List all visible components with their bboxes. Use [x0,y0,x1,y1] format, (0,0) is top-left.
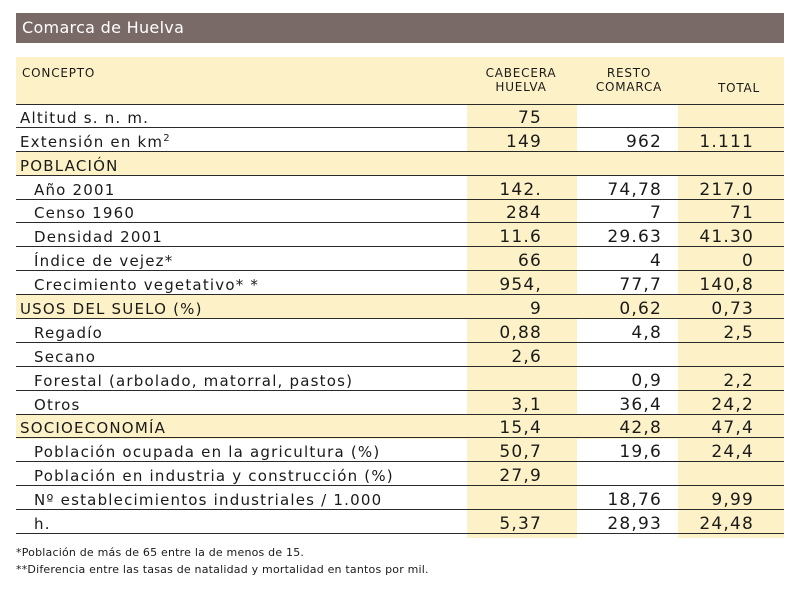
row-label [34,324,103,342]
row-label-text: Nº establecimientos industriales / 1.000 [34,491,383,510]
total-value: 41.30 [699,227,754,248]
header-resto-line1: RESTO [606,66,652,80]
resto-value: 29.63 [607,227,662,248]
table-row [16,247,784,271]
footnote-vejez: *Población de más de 65 entre la de menos de 15. [16,546,305,559]
row-label-text: Población ocupada en la agricultura (%) [34,443,381,462]
table-row [16,104,784,128]
table-row [16,367,784,391]
total-value: 71 [729,203,754,224]
row-label-text: Extensión en km [20,132,164,151]
table-row [16,319,784,343]
total-value: 24,2 [711,394,754,415]
row-label-text: Altitud s. n. m. [20,108,150,127]
header-resto-line2: COMARCA [595,80,663,94]
header-cabecera-line1: CABECERA [485,66,557,80]
footnote-crecimiento: **Diferencia entre las tasas de natalidad y mortalidad en tantos por mil. [16,563,429,576]
table-row [16,200,784,224]
row-label [20,300,203,318]
header-concepto: CONCEPTO [22,66,96,80]
resto-value: 4,8 [631,322,662,343]
row-label-text: Población en industria y construcción (%) [34,467,394,486]
cabecera-value: 0,88 [499,322,542,343]
total-value: 24,48 [699,514,754,535]
header-resto [584,66,674,94]
total-value: 0 [741,251,754,272]
table-header [16,57,784,104]
header-cabecera-line2: HUELVA [495,80,547,94]
total-value: 217.0 [699,179,754,200]
resto-value: 4 [649,251,662,272]
row-label [20,157,119,175]
cabecera-value: 2,6 [511,346,542,367]
row-label-text: Regadío [34,323,103,342]
header-total: TOTAL [717,81,761,95]
cabecera-value: 66 [517,251,542,272]
row-label-text: Densidad 2001 [34,228,164,247]
total-value: 2,2 [723,370,754,391]
resto-value: 36,4 [619,394,662,415]
cabecera-value: 75 [517,107,542,128]
resto-value: 19,6 [619,442,662,463]
table-row [16,391,784,415]
row-label [20,109,149,127]
row-label [34,348,96,366]
header-cabecera [483,66,559,94]
total-value: 24,4 [711,442,754,463]
cabecera-value: 5,37 [499,514,542,535]
row-label [34,228,163,246]
row-label-text: Crecimiento vegetativo* * [34,276,260,295]
cabecera-value: 954, [499,275,542,296]
table-row [16,271,784,295]
resto-value: 42,8 [619,418,662,439]
row-label [34,276,259,294]
row-label [34,396,81,414]
row-rule [16,533,784,534]
table-body [16,104,784,534]
table-row [16,343,784,367]
cabecera-value: 9 [529,299,542,320]
row-label-text: Otros [34,395,81,414]
total-value: 0,73 [711,299,754,320]
row-label [20,133,171,151]
resto-value: 18,76 [607,490,662,511]
cabecera-value: 142. [499,179,542,200]
resto-value: 74,78 [607,179,662,200]
row-label [34,372,353,390]
row-label-text: Secano [34,347,97,366]
row-label [34,467,394,485]
resto-value: 0,62 [619,299,662,320]
total-value: 47,4 [711,418,754,439]
table-row [16,152,784,176]
row-label-text: Censo 1960 [34,204,136,223]
row-label [34,204,135,222]
row-label [34,443,380,461]
table-row [16,415,784,439]
resto-value: 0,9 [631,370,662,391]
row-label-superscript: 2 [163,132,171,144]
table-row [16,462,784,486]
cabecera-value: 27,9 [499,466,542,487]
row-label-text: SOCIOECONOMÍA [20,419,167,438]
total-value: 9,99 [711,490,754,511]
row-label-text: POBLACIÓN [20,156,119,175]
total-value: 2,5 [723,322,754,343]
row-label-text: USOS DEL SUELO (%) [20,300,203,319]
table-row [16,510,784,534]
table-row [16,438,784,462]
row-label-text: Forestal (arbolado, matorral, pastos) [34,371,354,390]
resto-value: 28,93 [607,514,662,535]
row-label [34,515,51,533]
table-row [16,176,784,200]
table-row [16,295,784,319]
row-label [34,252,173,270]
row-top-rule [16,104,784,105]
cabecera-value: 3,1 [511,394,542,415]
table-title: Comarca de Huelva [16,13,784,43]
total-value: 1.111 [699,131,754,152]
resto-value: 7 [649,203,662,224]
table-row [16,223,784,247]
cabecera-value: 50,7 [499,442,542,463]
resto-value: 962 [625,131,662,152]
row-label-text: Índice de vejez* [34,252,174,271]
cabecera-value: 11.6 [499,227,542,248]
cabecera-value: 284 [505,203,542,224]
total-value: 140,8 [699,275,754,296]
table-row [16,486,784,510]
table-row [16,128,784,152]
row-label-text: h. [34,515,51,534]
footnotes [16,544,429,578]
cabecera-value: 15,4 [499,418,542,439]
row-label [34,491,382,509]
resto-value: 77,7 [619,275,662,296]
row-label-text: Año 2001 [34,180,116,199]
row-label [34,181,116,199]
cabecera-value: 149 [505,131,542,152]
row-label [20,419,166,437]
